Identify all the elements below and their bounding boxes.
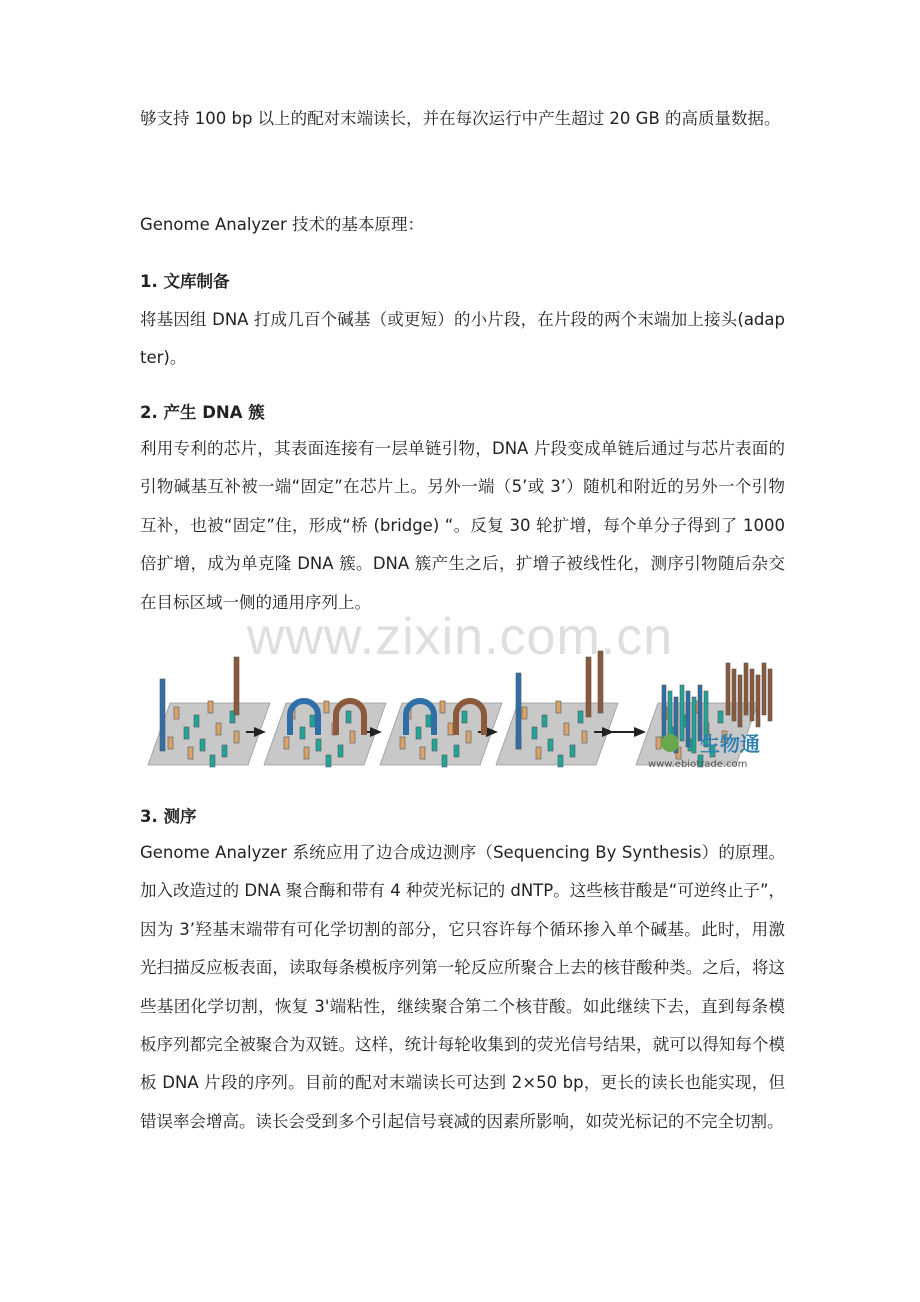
primer-5-7 bbox=[656, 737, 661, 749]
denatured-strand-2 bbox=[586, 657, 591, 717]
primer-3-3 bbox=[440, 701, 445, 713]
primer-2-2 bbox=[310, 715, 315, 727]
primer-3-12 bbox=[442, 755, 447, 767]
primer-1-11 bbox=[188, 747, 193, 759]
single-strand-blue bbox=[160, 679, 165, 751]
primer-3-7 bbox=[400, 737, 405, 749]
primer-3-10 bbox=[454, 745, 459, 757]
cluster-strand-right-6 bbox=[756, 675, 760, 727]
denatured-strand-3 bbox=[598, 651, 603, 713]
primer-4-8 bbox=[548, 739, 553, 751]
cluster-strand-right-4 bbox=[744, 663, 748, 715]
primer-1-1 bbox=[174, 707, 179, 719]
bridge-amplification-figure bbox=[140, 635, 783, 775]
cluster-strand-right-1 bbox=[726, 663, 730, 715]
cluster-strand-left-6 bbox=[692, 697, 696, 753]
section-1-title: 1. 文库制备 bbox=[140, 272, 230, 291]
primer-2-12 bbox=[326, 755, 331, 767]
cluster-strand-right-2 bbox=[732, 669, 736, 721]
primer-1-3 bbox=[208, 701, 213, 713]
cluster-strand-left-5 bbox=[686, 691, 690, 747]
bridge-amplification-diagram bbox=[140, 635, 783, 775]
section-3-title: 3. 测序 bbox=[140, 807, 197, 826]
paragraph-continued: 够支持 100 bp 以上的配对末端读长，并在每次运行中产生超过 20 GB 的高质量数据。 bbox=[140, 109, 781, 128]
primer-1-4 bbox=[184, 727, 189, 739]
primer-2-9 bbox=[350, 731, 355, 743]
watermark: www.zixin.com.cn bbox=[246, 608, 674, 666]
cluster-strand-right-7 bbox=[762, 663, 766, 715]
logo-leaf-icon bbox=[661, 734, 679, 752]
principle-intro: Genome Analyzer 技术的基本原理： bbox=[140, 215, 425, 234]
primer-2-10 bbox=[338, 745, 343, 757]
primer-4-3 bbox=[556, 701, 561, 713]
primer-3-5 bbox=[448, 723, 453, 735]
primer-1-8 bbox=[200, 739, 205, 751]
primer-2-3 bbox=[324, 701, 329, 713]
primer-4-2 bbox=[542, 715, 547, 727]
section-2-body: 利用专利的芯片，其表面连接有一层单链引物，DNA 片段变成单链后通过与芯片表面的引物碱基互补被一端“固定”在芯片上。另外一端（5’或 3’）随机和附近的另外一个引物互补，也被“固定”住，形成“桥 (bridge) “。反复 30 轮扩增，每个单分子得到了 1000 倍扩增，成为单克隆 DNA 簇。DNA 簇产生之后，扩增子被线性化，测序引物随后杂交在目标区域一侧的通用序列上。 bbox=[140, 439, 785, 612]
cluster-strand-right-8 bbox=[768, 669, 772, 721]
denatured-strand-1 bbox=[516, 673, 521, 749]
primer-3-6 bbox=[462, 711, 467, 723]
primer-1-5 bbox=[216, 723, 221, 735]
section-1-body: 将基因组 DNA 打成几百个碱基（或更短）的小片段，在片段的两个末端加上接头(adapter)。 bbox=[140, 310, 785, 368]
primer-4-6 bbox=[578, 711, 583, 723]
primer-2-11 bbox=[304, 747, 309, 759]
primer-2-4 bbox=[300, 727, 305, 739]
primer-2-7 bbox=[284, 737, 289, 749]
primer-4-10 bbox=[570, 745, 575, 757]
primer-3-4 bbox=[416, 727, 421, 739]
primer-1-7 bbox=[168, 737, 173, 749]
cluster-strand-left-1 bbox=[662, 685, 666, 741]
primer-3-2 bbox=[426, 715, 431, 727]
cluster-strand-right-5 bbox=[750, 669, 754, 721]
primer-2-6 bbox=[346, 711, 351, 723]
primer-4-11 bbox=[536, 747, 541, 759]
logo-url: www.ebiotrade.com bbox=[648, 759, 748, 770]
primer-4-12 bbox=[558, 755, 563, 767]
primer-4-9 bbox=[582, 731, 587, 743]
cluster-arrow-head bbox=[634, 727, 646, 737]
primer-1-12 bbox=[210, 755, 215, 767]
primer-3-9 bbox=[466, 731, 471, 743]
primer-4-5 bbox=[564, 723, 569, 735]
primer-3-8 bbox=[432, 739, 437, 751]
primer-3-11 bbox=[420, 747, 425, 759]
cluster-strand-left-4 bbox=[680, 685, 684, 741]
primer-1-2 bbox=[194, 715, 199, 727]
primer-4-1 bbox=[522, 707, 527, 719]
primer-1-9 bbox=[234, 731, 239, 743]
logo-text: 生物通 bbox=[700, 732, 760, 756]
primer-2-8 bbox=[316, 739, 321, 751]
section-3-body: Genome Analyzer 系统应用了边合成边测序（Sequencing By Synthesis）的原理。加入改造过的 DNA 聚合酶和带有 4 种荧光标记的 dNTP。这些核苷酸是“可逆终止子”，因为 3’羟基末端带有可化学切割的部分，它只容许每个循环掺入单个碱基。此时，用激光扫描反应板表面，读取每条模板序列第一轮反应所聚合上去的核苷酸种类。之后，将这些基团化学切割，恢复 3'端粘性，继续聚合第二个核苷酸。如此继续下去，直到每条模板序列都完全被聚合为双链。这样，统计每轮收集到的荧光信号结果，就可以得知每个模板 DNA 片段的序列。目前的配对末端读长可达到 2×50 bp，更长的读长也能实现，但错误率会增高。读长会受到多个引起信号衰减的因素所影响，如荧光标记的不完全切割。 bbox=[140, 843, 785, 1131]
primer-5-6 bbox=[718, 711, 723, 723]
primer-1-10 bbox=[222, 745, 227, 757]
single-strand-brown bbox=[234, 657, 239, 715]
section-2-title: 2. 产生 DNA 簇 bbox=[140, 403, 265, 422]
cluster-strand-right-3 bbox=[738, 675, 742, 727]
primer-4-4 bbox=[532, 727, 537, 739]
